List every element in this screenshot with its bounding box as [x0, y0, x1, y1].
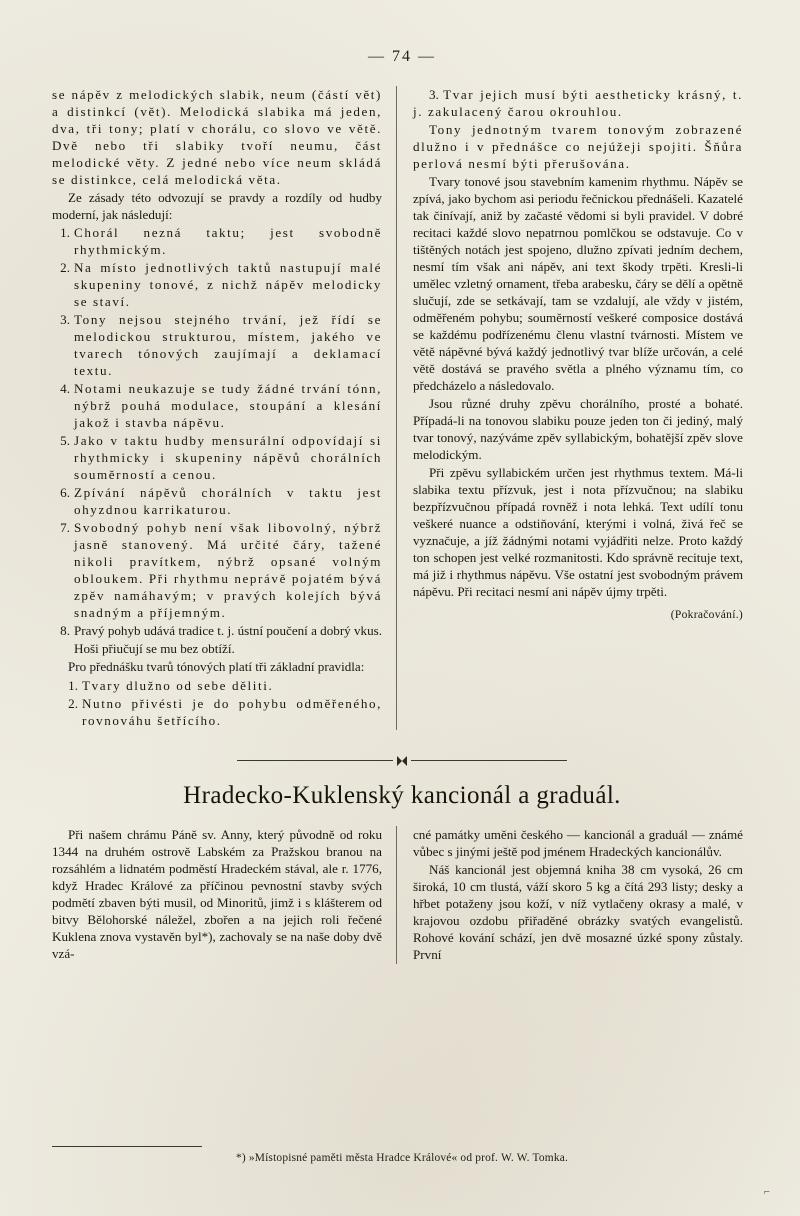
- list-item-number: 5.: [60, 433, 70, 449]
- list-item: [52, 259, 382, 310]
- paragraph: Tony jednotným tvarem tonovým zobrazené dlužno i v přednášce co nejúžeji spojiti. Šňůra perlová nesmí býti přerušována.: [413, 122, 743, 172]
- corner-mark: ⌐: [763, 1186, 770, 1198]
- bottom-article-left-column: [52, 826, 397, 964]
- list-item-text: Pravý pohyb udává tradice t. j. ústní poučení a dobrý vkus. Hoši přiučují se mu bez obtíží.: [74, 623, 383, 656]
- page-number: — 74 —: [368, 48, 436, 65]
- list-item: [52, 677, 382, 694]
- divider-line-left: [237, 760, 393, 761]
- list-item-number: 2.: [68, 695, 78, 711]
- list-item-number: 6.: [60, 485, 70, 501]
- footnote-text: »Místopisné paměti města Hradce Králové« od prof. W. W. Tomka.: [248, 1152, 569, 1164]
- paragraph: Při zpěvu syllabickém určen jest rhythmus textem. Má-li slabika textu přízvuk, jest i nota přízvučnou; na slabiku bezpřízvučnou případá rovněž i nota lehká. Text udílí tonu veškeré nuance a odstiňování, kterými i volná, živá řeč se vyznačuje, a jíž žádnými notami vyjádřiti nelze. Proto každý ton schopen jest velké rozmanitosti. Kdo správně recituje text, má již i rhythmus nápěvu. Vše ostatní jest svobodným právem nápěvu. Při recitaci nesmí ani nápěv újmy trpěti.: [413, 465, 743, 600]
- paragraph: [413, 86, 743, 120]
- list-item: [52, 695, 382, 729]
- list-item-number: 1.: [68, 677, 78, 693]
- list-item: [52, 432, 382, 483]
- list-item-text: Na místo jednotlivých taktů nastupují malé skupeniny tonové, z nichž nápěv melodicky se staví.: [74, 260, 382, 310]
- paragraph: Pro přednášku tvarů tónových platí tři základní pravidla:: [68, 658, 365, 674]
- numbered-list: [52, 224, 382, 656]
- footnote: [52, 1152, 752, 1164]
- list-item-number: 1.: [60, 225, 70, 241]
- list-item-text: Zpívání nápěvů chorálních v taktu jest ohyzdnou karrikaturou.: [74, 485, 382, 518]
- paragraph: Náš kancionál jest objemná kniha 38 cm vysoká, 26 cm široká, 10 cm tlustá, váží skoro 5 kg a čítá 293 listy; desky a hřbet potaženy jsou koží, v níž vytlačeny okrasy a malé, v krajovou ozdobu přiřaděné obrázky svatých evangelistů. Rohové kování schází, jen dvě mosazné úzké spony zůstaly. První: [413, 861, 743, 962]
- list-item-number: 8.: [60, 623, 70, 639]
- section-title: Hradecko-Kuklenský kancionál a graduál.: [183, 781, 621, 809]
- list-item-text: Notami neukazuje se tudy žádné trvání tónn, nýbrž pouhá modulace, stoupání a klesání jakož i stavba nápěvu.: [74, 381, 382, 431]
- list-item: [52, 224, 382, 258]
- section-divider: [237, 756, 567, 766]
- footnote-rule: [52, 1146, 202, 1147]
- top-article-columns: [52, 86, 752, 730]
- list-item-text: Svobodný pohyb není však libovolný, nýbrž jasně stanovený. Má určité čáry, tažené nikoli pravítkem, nýbrž opsané volným obloukem. Při rhythmu neprávě pojatém bývá zpěv namáhavým; v pravých kolejích bývá snadným a příjemným.: [74, 520, 382, 621]
- list-item: [52, 380, 382, 431]
- top-article-left-column: [52, 86, 397, 730]
- list-item-number: 3.: [429, 87, 439, 102]
- top-article-right-column: [397, 86, 743, 730]
- divider-diamond-icon: [397, 756, 407, 766]
- list-item-number: 2.: [60, 260, 70, 276]
- list-item: [52, 484, 382, 518]
- bottom-article-columns: [52, 826, 752, 964]
- list-item-number: 7.: [60, 520, 70, 536]
- continuation-note: (Pokračování.): [670, 609, 743, 622]
- page-content: [52, 36, 752, 1186]
- paragraph: Jsou různé druhy zpěvu chorálního, prosté a bohaté. Případá-li na tonovou slabiku pouze jeden ton či jediný, malý tvar tonový, nazýváme zpěv syllabickým, bohatější zpěv slove melodickým.: [413, 396, 743, 463]
- list-item-number: 4.: [60, 381, 70, 397]
- list-item: [52, 519, 382, 621]
- paragraph: Tvary tonové jsou stavebním kamenim rhythmu. Nápěv se zpívá, jako bychom asi periodu řečnickou přednášeli. Kazatelé tak činívají, aniž by začasté vědomi si byli pravidel. V dobré recitaci každé slovo nepatrnou pomlčkou se odstavuje. Co v tištěných notách jest spojeno, dlužno zpívati jedním dechem, nesmí tím však ani nápěv, ani text škody trpěti. Kresli-li umělec vzletný ornament, třeba arabesku, čáry se dělí a opětně slučují, zde se setkávají, tam se vzdalují, ale vždy v jistém, odměřeném pohybu; souměrností veškeré composice dostává se každému podřízenému členu vlastní tvárnosti. Místem ve větě nápěvné bývá každý jednotlivý tvar blíže určován, a celé větě dostává se pravého světla a plného významu tím, co předcházelo a následovalo.: [413, 174, 743, 394]
- list-item-text: Tvary dlužno od sebe děliti.: [82, 677, 274, 693]
- paragraph: cné památky uměni českého — kancionál a graduál — známé vůbec s jinými ještě pod jménem Hradeckých kancionálův.: [413, 826, 743, 859]
- list-item: [52, 311, 382, 379]
- list-item-text: Nutno přivésti je do pohybu odměřeného, rovnováhu šetřícího.: [82, 695, 382, 728]
- list-item-number: 3.: [60, 312, 70, 328]
- list-item-text: Tvar jejich musí býti aestheticky krásný, t. j. zakulacený čarou okrouhlou.: [413, 87, 743, 120]
- sub-numbered-list: [52, 677, 382, 729]
- divider-line-right: [411, 760, 567, 761]
- paragraph: Ze zásady této odvozují se pravdy a rozdíly od hudby moderní, jak následují:: [52, 190, 382, 223]
- list-item-text: Tony nejsou stejného trvání, jež řídí se melodickou strukturou, místem, jakého ve tvarech tónových zaujímají a deklamací textu.: [74, 312, 382, 379]
- list-item-text: Chorál nezná taktu; jest svobodně rhythmickým.: [74, 225, 382, 258]
- paragraph: Při našem chrámu Páně sv. Anny, který původně od roku 1344 na druhém ostrově Labském za Pražskou branou na rozsáhlém a lidnatém podměstí Hradeckém stával, ale r. 1776, když Hradec Králové za příčinou pevnostní stavby svých podmětí zbaven býti musil, od Minoritů, jimž i s klášterem od bitvy Bělohorské náležel, zbořen a na jejich roli řečené Kuklena znova vystavěn byl*), zachovaly se na naše doby dvě vzá-: [52, 826, 382, 961]
- list-item: [52, 622, 382, 656]
- bottom-article-right-column: [397, 826, 743, 964]
- list-item-text: Jako v taktu hudby mensurální odpovídají si rhythmicky i skupeniny nápěvů chorálních souměrností a cenou.: [74, 433, 382, 483]
- paragraph: se nápěv z melodických slabik, neum (částí vět) a distinkcí (vět). Melodická slabika má jeden, dva, tři tony; platí v chorálu, co slovo ve větě. Dvě nebo tři slabiky tvoří neumu, část melodické věty. Z jedné nebo více neum skládá se distinkce, celá melodická věta.: [52, 87, 382, 188]
- footnote-area: [52, 1146, 752, 1164]
- footnote-marker: *): [235, 1152, 246, 1164]
